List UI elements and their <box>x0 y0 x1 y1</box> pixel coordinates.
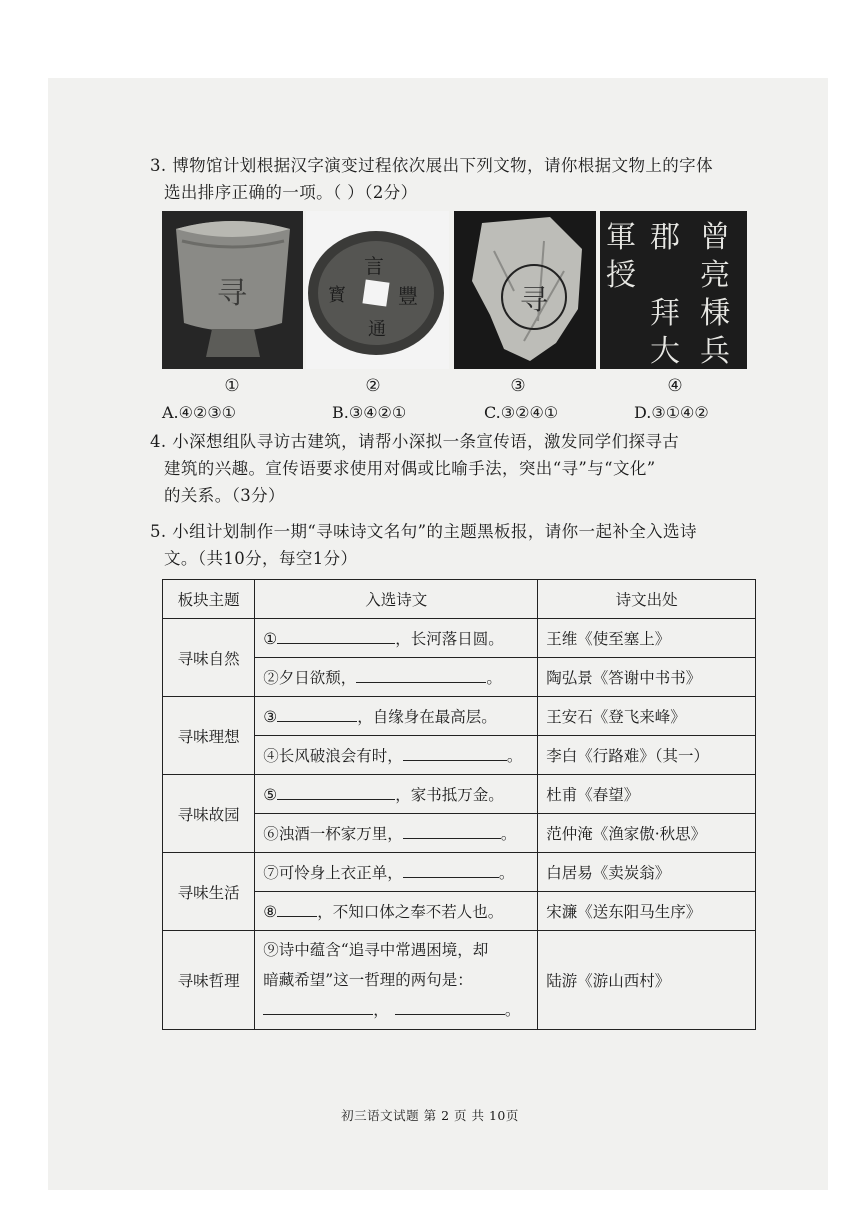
poem-text: 。 <box>498 864 515 882</box>
question-4 <box>150 428 770 509</box>
stele-char-7: 拜 <box>650 296 680 331</box>
coin-char-right: 豐 <box>398 284 418 308</box>
stele-char-6: 授 <box>606 258 636 293</box>
source-cell: 杜甫《春望》 <box>538 775 756 814</box>
cup-char: 寻 <box>217 276 247 311</box>
source-cell: 王安石《登飞来峰》 <box>538 697 756 736</box>
poem-text: 。 <box>506 747 523 765</box>
option-c[interactable]: C.③②④① <box>484 403 559 422</box>
stele-char-4: 亮 <box>700 258 730 293</box>
answer-blank[interactable] <box>403 746 507 761</box>
photo-label-2: ② <box>365 376 381 396</box>
question-3-line-1: 3. 博物馆计划根据汉字演变过程依次展出下列文物，请你根据文物上的字体 <box>150 156 713 175</box>
option-b[interactable]: B.③④②① <box>332 403 407 422</box>
source-cell: 王维《使至塞上》 <box>538 619 756 658</box>
question-3-line-2: 选出排序正确的一项。（ ）（2分） <box>164 183 418 202</box>
table-row <box>163 697 756 736</box>
poem-text: ，自缘身在最高层。 <box>357 708 497 726</box>
artifact-photo-oracle-bone <box>454 211 596 369</box>
poem-text: ⑨诗中蕴含“追寻中常遇困境，却 <box>263 941 489 959</box>
source-cell: 宋濂《送东阳马生序》 <box>538 892 756 931</box>
answer-blank[interactable] <box>277 629 395 644</box>
artifact-photo-stele <box>600 211 747 369</box>
artifact-photo-coin <box>306 211 449 369</box>
stele-char-9: 大 <box>650 334 680 369</box>
answer-blank[interactable] <box>403 824 501 839</box>
answer-blank[interactable] <box>277 785 395 800</box>
poem-text: 。 <box>486 669 502 687</box>
table-row <box>163 931 756 1030</box>
poem-cell <box>255 931 538 1030</box>
table-row <box>163 853 756 892</box>
source-cell: 陶弘景《答谢中书书》 <box>538 658 756 697</box>
option-d[interactable]: D.③①④② <box>634 403 709 422</box>
coin-char-left: 寳 <box>328 285 346 306</box>
theme-cell: 寻味自然 <box>163 619 255 697</box>
question-5 <box>150 518 770 572</box>
poem-text: ⑦可怜身上衣正单， <box>263 864 403 882</box>
poem-cell <box>255 697 538 736</box>
question-5-line-1: 5. 小组计划制作一期“寻味诗文名句”的主题黑板报，请你一起补全入选诗 <box>150 522 697 541</box>
question-4-line-1: 4. 小深想组队寻访古建筑，请帮小深拟一条宣传语，激发同学们探寻古 <box>150 432 680 451</box>
answer-line <box>263 995 529 1025</box>
artifact-photo-cup <box>162 211 303 369</box>
question-5-line-2: 文。（共10分，每空1分） <box>164 549 358 568</box>
poem-text: ，家书抵万金。 <box>395 786 504 804</box>
stele-char-5: 棅 <box>700 296 730 331</box>
poem-text: ⑥浊酒一杯家万里， <box>263 825 403 843</box>
table-header-row <box>163 580 756 619</box>
question-3 <box>150 152 770 206</box>
question-4-line-2: 建筑的兴趣。宣传语要求使用对偶或比喻手法，突出“寻”与“文化” <box>164 459 656 478</box>
theme-cell: 寻味理想 <box>163 697 255 775</box>
source-cell: 白居易《卖炭翁》 <box>538 853 756 892</box>
answer-blank[interactable] <box>356 668 486 683</box>
answer-blank[interactable] <box>277 707 357 722</box>
answer-blank[interactable] <box>403 863 499 878</box>
coin-char-top: 言 <box>364 254 384 278</box>
poem-text: 。 <box>500 825 517 843</box>
poem-cell <box>255 775 538 814</box>
poetry-table <box>162 579 756 1030</box>
header-poem: 入选诗文 <box>255 580 538 619</box>
poem-text: ⑤ <box>263 786 278 804</box>
poem-text: ②夕日欲颓， <box>263 669 357 687</box>
photo-label-4: ④ <box>667 376 683 396</box>
answer-blank[interactable] <box>395 1000 505 1015</box>
header-source: 诗文出处 <box>538 580 756 619</box>
source-cell: 陆游《游山西村》 <box>538 931 756 1030</box>
poem-text: ③ <box>263 708 278 726</box>
poem-text: ⑧ <box>263 903 278 921</box>
poem-cell <box>255 658 538 697</box>
stele-char-1: 曾 <box>700 220 730 255</box>
option-a[interactable]: A.④②③① <box>162 403 237 422</box>
coin-char-bottom: 通 <box>368 319 386 340</box>
poem-text: ，不知口体之奉不若人也。 <box>317 903 504 921</box>
stele-char-2: 郡 <box>650 220 680 255</box>
poem-cell <box>255 619 538 658</box>
table-row <box>163 775 756 814</box>
stele-char-8: 兵 <box>700 334 730 369</box>
source-cell: 范仲淹《渔家傲·秋思》 <box>538 814 756 853</box>
photo-label-3: ③ <box>510 376 526 396</box>
poem-text: ， <box>373 1001 389 1019</box>
poem-text: 暗藏希望”这一哲理的两句是： <box>263 971 473 989</box>
poem-text: 。 <box>504 1001 521 1019</box>
photo-label-1: ① <box>224 376 240 396</box>
table-row <box>163 619 756 658</box>
poem-cell <box>255 736 538 775</box>
theme-cell: 寻味哲理 <box>163 931 255 1030</box>
page-footer: 初三语文试题 第 2 页 共 10页 <box>341 1108 519 1123</box>
stele-char-3: 軍 <box>606 220 636 255</box>
oracle-char: 寻 <box>520 283 549 316</box>
theme-cell: 寻味故园 <box>163 775 255 853</box>
answer-blank[interactable] <box>277 902 317 917</box>
answer-blank[interactable] <box>263 1000 373 1015</box>
header-theme: 板块主题 <box>163 580 255 619</box>
poem-text: ，长河落日圆。 <box>395 630 504 648</box>
theme-cell: 寻味生活 <box>163 853 255 931</box>
poem-text: ④长风破浪会有时， <box>263 747 403 765</box>
source-cell: 李白《行路难》（其一） <box>538 736 756 775</box>
poem-text: ① <box>263 630 278 648</box>
poem-cell <box>255 892 538 931</box>
question-4-line-3: 的关系。（3分） <box>164 486 285 505</box>
poem-cell <box>255 853 538 892</box>
poem-cell <box>255 814 538 853</box>
